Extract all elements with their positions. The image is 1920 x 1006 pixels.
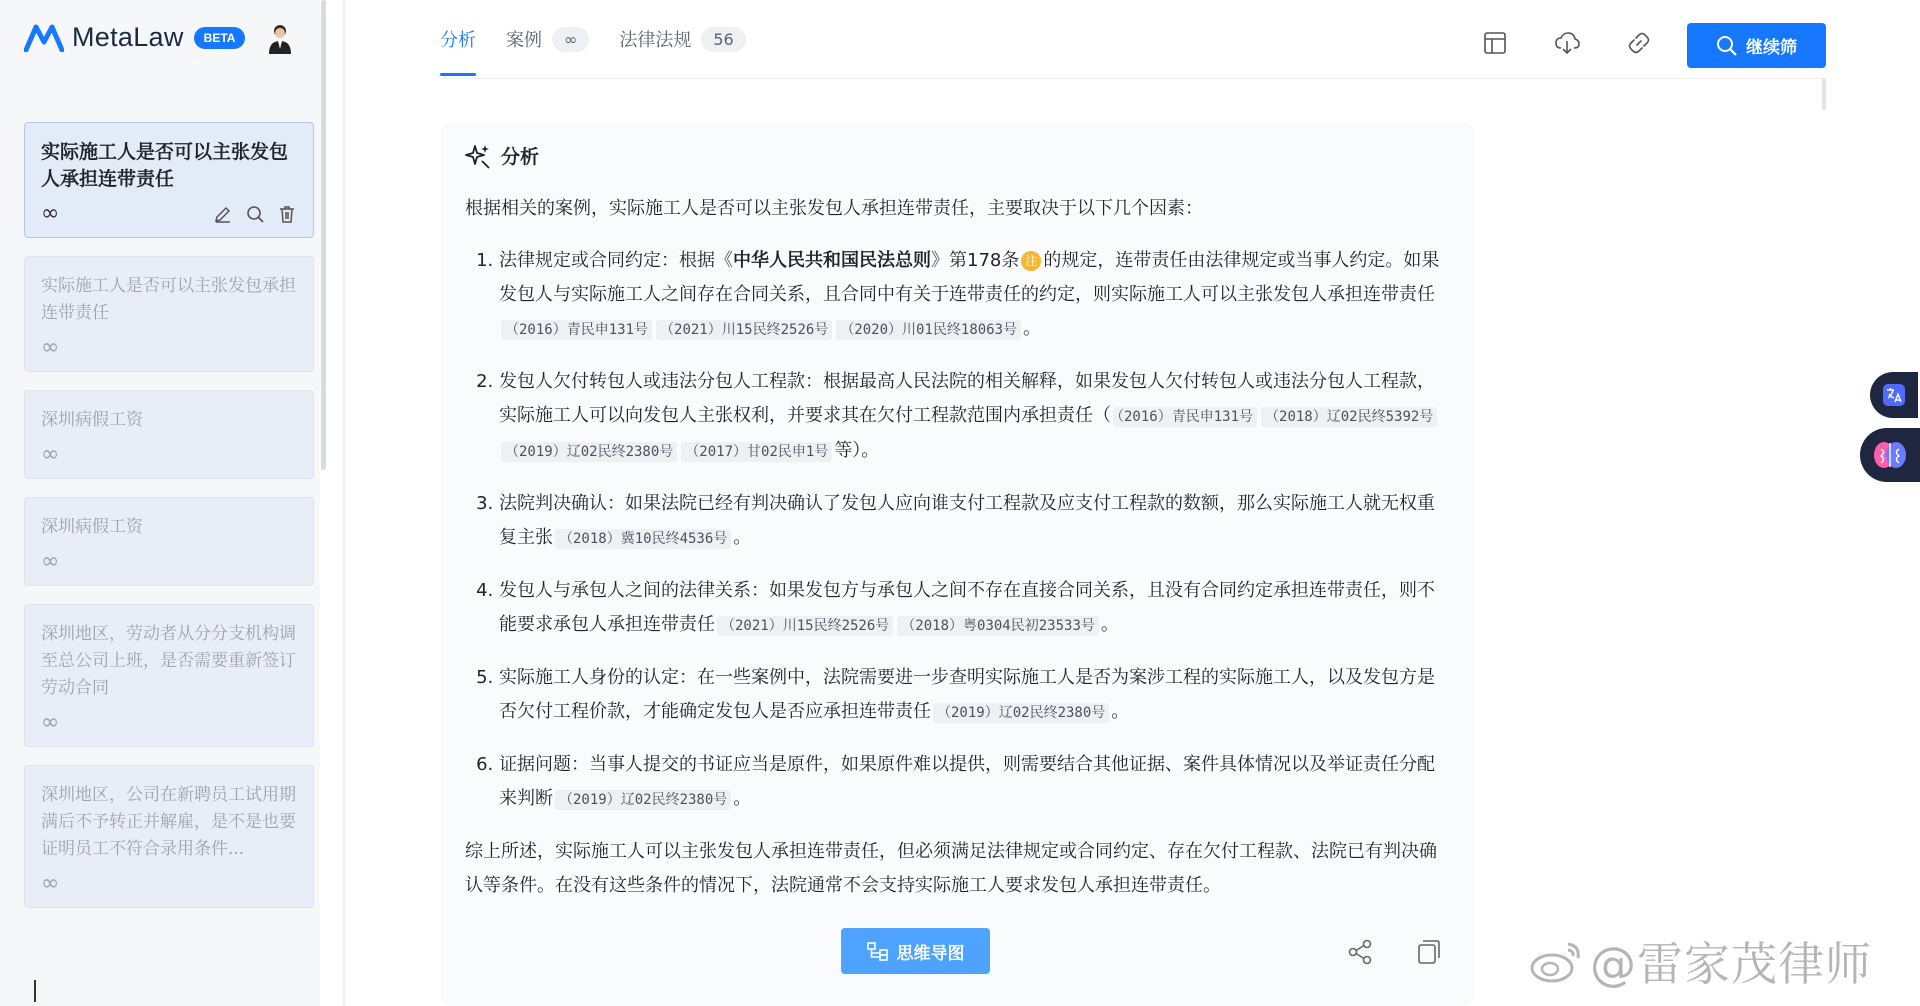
mindmap-icon: [867, 941, 889, 961]
tab-label: 分析: [440, 30, 476, 51]
tab-count-badge: 56: [701, 27, 745, 52]
mindmap-label: 思维导图: [896, 943, 965, 964]
law-name[interactable]: 中华人民共和国民法总则: [733, 250, 931, 271]
infinity-icon: ∞: [41, 871, 60, 896]
infinity-icon: ∞: [41, 710, 60, 735]
search-icon[interactable]: [245, 204, 265, 224]
chat-title: 深圳地区，劳动者从分分支机构调至总公司上班，是否需要重新签订劳动合同: [41, 624, 296, 698]
factor-end: 。: [733, 527, 752, 548]
weibo-watermark: [1528, 928, 1872, 994]
tab-label: 案例: [506, 30, 542, 51]
factor-text: 发包人欠付转包人或违法分包人工程款：根据最高人民法院的相关解释，如果发包人欠付转包人或违法分包人工程款，实际施工人可以向发包人主张权利，并要求其在欠付工程款范围内承担责任（: [499, 371, 1435, 426]
factor-text: 发包人与承包人之间的法律关系：如果发包方与承包人之间不存在直接合同关系，且没有合同约定承担连带责任，则不能要求承包人承担连带责任: [499, 580, 1435, 635]
factor-list: [465, 244, 1450, 817]
factor-text: 》第178条: [931, 250, 1020, 271]
chat-title: 深圳病假工资: [41, 410, 143, 430]
case-reference[interactable]: （2017）甘02民申1号: [681, 442, 832, 462]
sparkle-icon: [465, 143, 491, 169]
chat-item[interactable]: [24, 497, 314, 586]
trash-icon[interactable]: [277, 204, 297, 224]
chat-title: 深圳病假工资: [41, 517, 143, 537]
infinity-icon: ∞: [41, 442, 60, 467]
watermark-text: @雷家茂律师: [1590, 937, 1872, 991]
factor-text: 实际施工人身份的认定：在一些案例中，法院需要进一步查明实际施工人是否为案涉工程的实际施工人，以及发包方是否欠付工程价款，才能确定发包人是否应承担连带责任: [499, 667, 1435, 722]
tab-cases[interactable]: [506, 0, 589, 78]
chat-title: 实际施工人是否可以主张发包承担连带责任: [41, 276, 296, 323]
chat-item[interactable]: [24, 765, 314, 908]
tab-count-badge: ∞: [552, 27, 589, 52]
chat-item[interactable]: [24, 390, 314, 479]
chat-item[interactable]: [24, 256, 314, 372]
link-icon[interactable]: [1626, 30, 1652, 56]
case-reference[interactable]: （2019）辽02民终2380号: [501, 442, 677, 462]
brain-icon: [1872, 439, 1908, 471]
infinity-icon: ∞: [41, 201, 60, 226]
sidebar: [0, 0, 320, 1006]
weibo-logo-icon: [1528, 938, 1584, 984]
translate-widget[interactable]: [1870, 372, 1918, 418]
beta-badge: BETA: [194, 27, 246, 49]
continue-label: 继续筛: [1746, 38, 1797, 58]
content-scrollbar[interactable]: [1822, 78, 1826, 110]
continue-filter-button[interactable]: [1687, 23, 1826, 68]
analysis-summary: 综上所述，实际施工人可以主张发包人承担连带责任，但必须满足法律规定或合同约定、存在欠付工程款、法院已有判决确认等条件。在没有这些条件的情况下，法院通常不会支持实际施工人要求发包人承担连带责任。: [465, 841, 1437, 896]
factor-item: [499, 574, 1450, 643]
note-badge[interactable]: 注: [1021, 251, 1041, 271]
factor-text: 法律规定或合同约定：根据《: [499, 250, 733, 271]
chat-title: 实际施工人是否可以主张发包人承担连带责任: [41, 141, 289, 190]
edit-icon[interactable]: [213, 204, 233, 224]
case-reference[interactable]: （2019）辽02民终2380号: [555, 790, 731, 810]
chat-history-list: [24, 122, 314, 926]
factor-text: 法院判决确认：如果法院已经有判决确认了发包人应向谁支付工程款及应支付工程款的数额，那么实际施工人就无权重复主张: [499, 493, 1435, 548]
tab-label: 法律法规: [619, 30, 692, 51]
infinity-icon: ∞: [41, 335, 60, 360]
case-reference[interactable]: （2021）川15民终2526号: [717, 616, 893, 636]
share-icon[interactable]: [1346, 938, 1374, 966]
translate-icon: [1881, 382, 1907, 408]
mindmap-button[interactable]: [841, 928, 990, 974]
tabs-divider: [440, 78, 1825, 79]
sidebar-scrollbar[interactable]: [320, 0, 328, 1006]
chat-item[interactable]: [24, 604, 314, 747]
case-reference[interactable]: （2018）辽02民终5392号: [1261, 407, 1437, 427]
factor-text: 证据问题：当事人提交的书证应当是原件，如果原件难以提供，则需要结合其他证据、案件具体情况以及举证责任分配来判断: [499, 754, 1435, 809]
factor-item: [499, 661, 1450, 730]
analysis-panel: [441, 122, 1474, 1006]
analysis-header: [465, 142, 539, 169]
factor-item: [499, 365, 1450, 469]
sidebar-scroll-thumb[interactable]: [321, 0, 326, 470]
brand-name: MetaLaw: [72, 22, 184, 52]
factor-end: 。: [1111, 701, 1130, 722]
ai-assistant-widget[interactable]: [1860, 428, 1920, 482]
chat-item-active[interactable]: [24, 122, 314, 238]
factor-item: [499, 487, 1450, 556]
factor-item: [499, 244, 1450, 347]
sidebar-divider: [343, 0, 345, 1006]
text-cursor: [34, 980, 36, 1002]
analysis-title: 分析: [501, 146, 540, 168]
search-icon: [1716, 35, 1738, 57]
factor-end: 。: [1100, 614, 1119, 635]
result-tabs: [440, 0, 746, 78]
case-reference[interactable]: （2019）辽02民终2380号: [933, 703, 1109, 723]
factor-item: [499, 748, 1450, 817]
tab-laws[interactable]: [619, 0, 745, 78]
factor-text: 的规定，连带责任由法律规定或当事人约定。如果发包人与实际施工人之间存在合同关系，且合同中有关于连带责任的约定，则实际施工人可以主张发包人承担连带责任: [499, 250, 1440, 305]
user-avatar[interactable]: [266, 23, 294, 55]
analysis-body: [465, 192, 1450, 921]
case-reference[interactable]: （2016）青民申131号: [1113, 407, 1257, 427]
case-reference[interactable]: （2016）青民申131号: [501, 320, 652, 340]
infinity-icon: ∞: [41, 549, 60, 574]
factor-end: 等）。: [834, 440, 880, 461]
metalaw-logo-icon: [24, 24, 64, 52]
case-reference[interactable]: （2018）冀10民终4536号: [555, 529, 731, 549]
copy-icon[interactable]: [1413, 938, 1441, 966]
tab-analysis[interactable]: [440, 0, 476, 78]
factor-end: 。: [1023, 318, 1042, 339]
factor-end: 。: [733, 788, 752, 809]
case-reference[interactable]: （2018）粤0304民初23533号: [897, 616, 1099, 636]
table-icon[interactable]: [1482, 30, 1508, 56]
case-reference[interactable]: （2020）川01民终18063号: [836, 320, 1021, 340]
analysis-intro: 根据相关的案例，实际施工人是否可以主张发包人承担连带责任，主要取决于以下几个因素：: [465, 198, 1203, 219]
chat-title: 深圳地区，公司在新聘员工试用期满后不予转正并解雇，是不是也要证明员工不符合录用条件...: [41, 785, 296, 859]
brand[interactable]: [24, 22, 245, 53]
cloud-download-icon[interactable]: [1554, 30, 1580, 56]
case-reference[interactable]: （2021）川15民终2526号: [656, 320, 832, 340]
